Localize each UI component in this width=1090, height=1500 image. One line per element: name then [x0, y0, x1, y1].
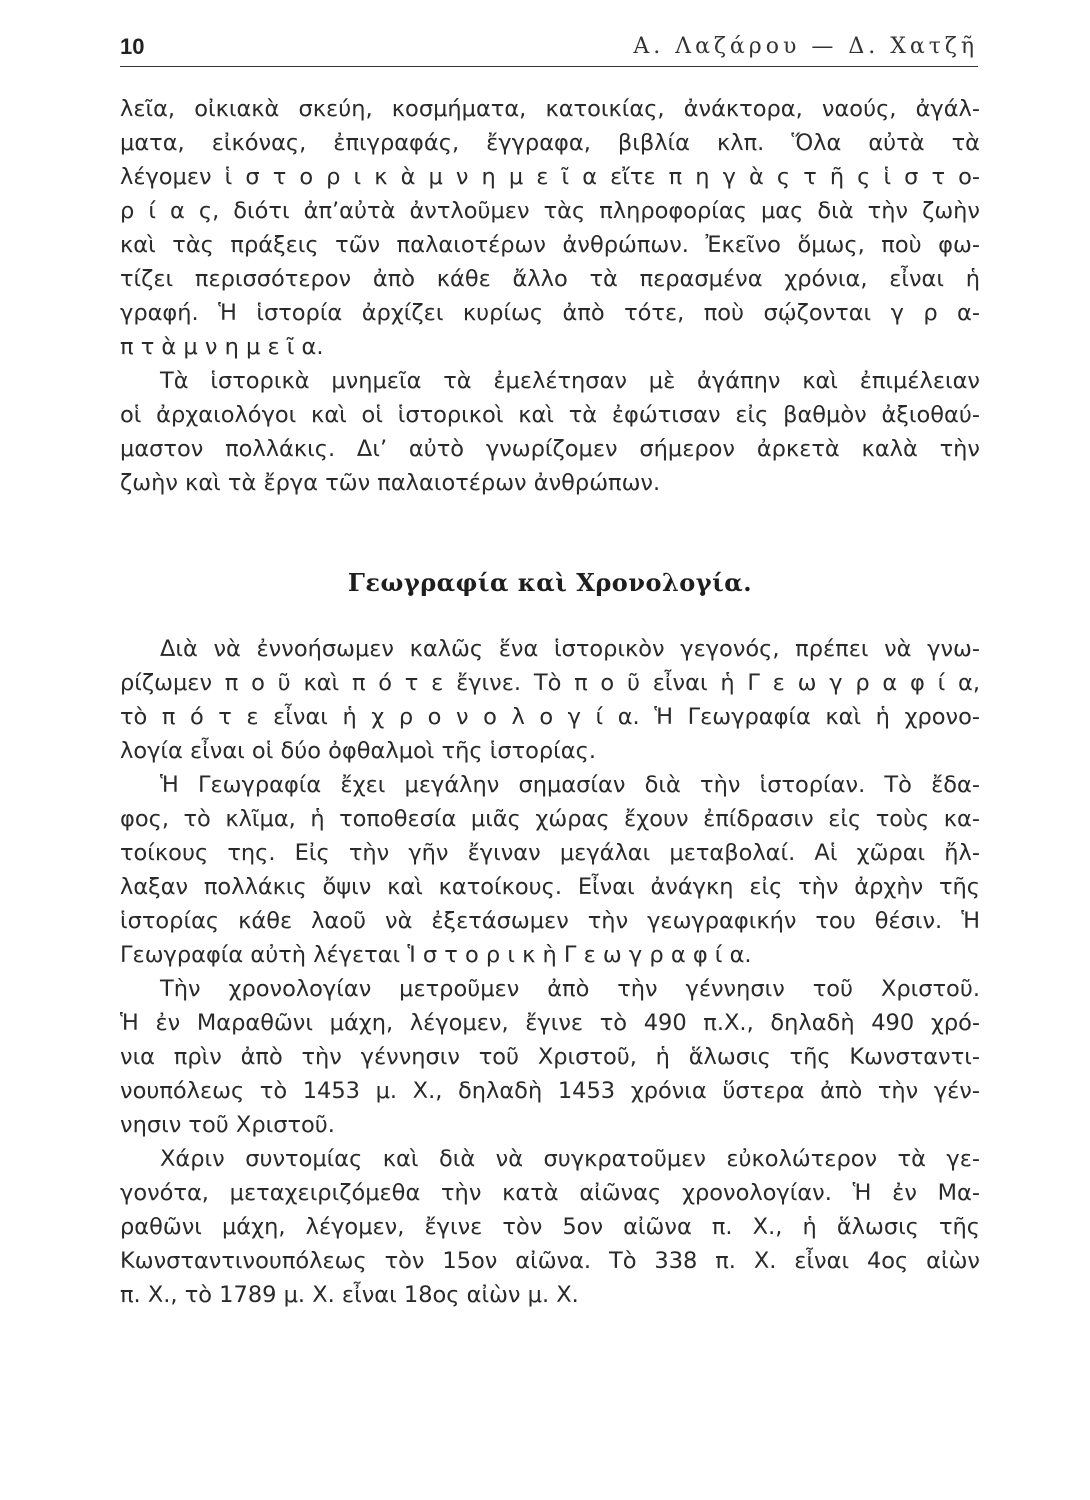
text-line: Διὰ νὰ ἐννοήσωμεν καλῶς ἕνα ἱστορικὸν γεγονός, πρέπει νὰ γνω-	[160, 636, 980, 662]
text-line: ρ ί α ς, διότι ἀπ’αὐτὰ ἀντλοῦμεν τὰς πληροφορίας μας διὰ τὴν ζωὴν	[120, 198, 980, 224]
text-line: π τ ὰ μ ν η μ ε ῖ α.	[120, 334, 324, 360]
section-heading: Γεωγραφία καὶ Χρονολογία.	[347, 568, 753, 597]
text-line: μαστον πολλάκις. Δι’ αὐτὸ γνωρίζομεν σήμερον ἀρκετὰ καλὰ τὴν	[120, 436, 980, 462]
text-line: τοίκους της. Εἰς τὴν γῆν ἔγιναν μεγάλαι μεταβολαί. Αἱ χῶραι ἤλ-	[120, 840, 980, 866]
text-line: φος, τὸ κλῖμα, ἡ τοποθεσία μιᾶς χώρας ἔχουν ἐπίδρασιν εἰς τοὺς κα-	[120, 806, 980, 832]
text-line: οἱ ἀρχαιολόγοι καὶ οἱ ἱστορικοὶ καὶ τὰ ἐφώτισαν εἰς βαθμὸν ἀξιοθαύ-	[120, 402, 980, 428]
running-head: Α. Λαζάρου — Δ. Χατζῆ	[633, 34, 978, 59]
text-line: νια πρὶν ἀπὸ τὴν γέννησιν τοῦ Χριστοῦ, ἡ ἅλωσις τῆς Κωνσταντι-	[120, 1044, 980, 1070]
text-line: Τὴν χρονολογίαν μετροῦμεν ἀπὸ τὴν γέννησιν τοῦ Χριστοῦ.	[160, 976, 980, 1002]
text-line: Ἡ ἐν Μαραθῶνι μάχη, λέγομεν, ἔγινε τὸ 490 π.Χ., δηλαδὴ 490 χρό-	[120, 1010, 980, 1036]
text-line: Τὰ ἱστορικὰ μνημεῖα τὰ ἐμελέτησαν μὲ ἀγάπην καὶ ἐπιμέλειαν	[160, 368, 980, 394]
text-line: Ἡ Γεωγραφία ἔχει μεγάλην σημασίαν διὰ τὴν ἱστορίαν. Τὸ ἔδα-	[160, 772, 980, 798]
text-line: ρίζωμεν π ο ῦ καὶ π ό τ ε ἔγινε. Τὸ π ο ῦ εἶναι ἡ Γ ε ω γ ρ α φ ί α,	[120, 670, 980, 696]
text-line: λέγομεν ἱ σ τ ο ρ ι κ ὰ μ ν η μ ε ῖ α εἴτε π η γ ὰ ς τ ῆ ς ἱ σ τ ο-	[120, 164, 980, 190]
text-line: τίζει περισσότερον ἀπὸ κάθε ἄλλο τὰ περασμένα χρόνια, εἶναι ἡ	[120, 266, 980, 292]
section-intro-text	[120, 92, 980, 500]
text-line: ζωὴν καὶ τὰ ἔργα τῶν παλαιοτέρων ἀνθρώπων.	[120, 470, 661, 496]
text-line: γονότα, μεταχειριζόμεθα τὴν κατὰ αἰῶνας χρονολογίαν. Ἡ ἐν Μα-	[120, 1180, 980, 1206]
text-line: γραφή. Ἡ ἱστορία ἀρχίζει κυρίως ἀπὸ τότε, ποὺ σῴζονται γ ρ α-	[120, 300, 980, 326]
text-line: ἱστορίας κάθε λαοῦ νὰ ἐξετάσωμεν τὴν γεωγραφικήν του θέσιν. Ἡ	[120, 908, 980, 934]
text-line: Γεωγραφία αὐτὴ λέγεται Ἱ σ τ ο ρ ι κ ὴ Γ ε ω γ ρ α φ ί α.	[120, 942, 752, 968]
text-line: λογία εἶναι οἱ δύο ὀφθαλμοὶ τῆς ἱστορίας.	[120, 738, 596, 764]
text-line: Κωνσταντινουπόλεως τὸν 15ον αἰῶνα. Τὸ 338 π. Χ. εἶναι 4ος αἰὼν	[120, 1248, 980, 1274]
text-line: λαξαν πολλάκις ὄψιν καὶ κατοίκους. Εἶναι ἀνάγκη εἰς τὴν ἀρχὴν τῆς	[120, 874, 980, 900]
text-line: νουπόλεως τὸ 1453 μ. Χ., δηλαδὴ 1453 χρόνια ὕστερα ἀπὸ τὴν γέν-	[120, 1078, 980, 1104]
text-line: λεῖα, οἰκιακὰ σκεύη, κοσμήματα, κατοικίας, ἀνάκτορα, ναούς, ἀγάλ-	[120, 96, 980, 122]
text-line: ματα, εἰκόνας, ἐπιγραφάς, ἔγγραφα, βιβλία κλπ. Ὅλα αὐτὰ τὰ	[120, 130, 980, 156]
text-line: ραθῶνι μάχη, λέγομεν, ἔγινε τὸν 5ον αἰῶνα π. Χ., ἡ ἅλωσις τῆς	[120, 1214, 980, 1240]
page-header	[120, 34, 978, 67]
text-line: τὸ π ό τ ε εἶναι ἡ χ ρ ο ν ο λ ο γ ί α. Ἡ Γεωγραφία καὶ ἡ χρονο-	[120, 704, 980, 730]
section-geography-text	[120, 632, 980, 1312]
text-line: π. Χ., τὸ 1789 μ. Χ. εἶναι 18ος αἰὼν μ. Χ.	[120, 1282, 579, 1308]
text-line: Χάριν συντομίας καὶ διὰ νὰ συγκρατοῦμεν εὐκολώτερον τὰ γε-	[160, 1146, 980, 1172]
text-line: νησιν τοῦ Χριστοῦ.	[120, 1112, 335, 1138]
text-line: καὶ τὰς πράξεις τῶν παλαιοτέρων ἀνθρώπων. Ἐκεῖνο ὅμως, ποὺ φω-	[120, 232, 980, 258]
page-number: 10	[120, 34, 145, 59]
